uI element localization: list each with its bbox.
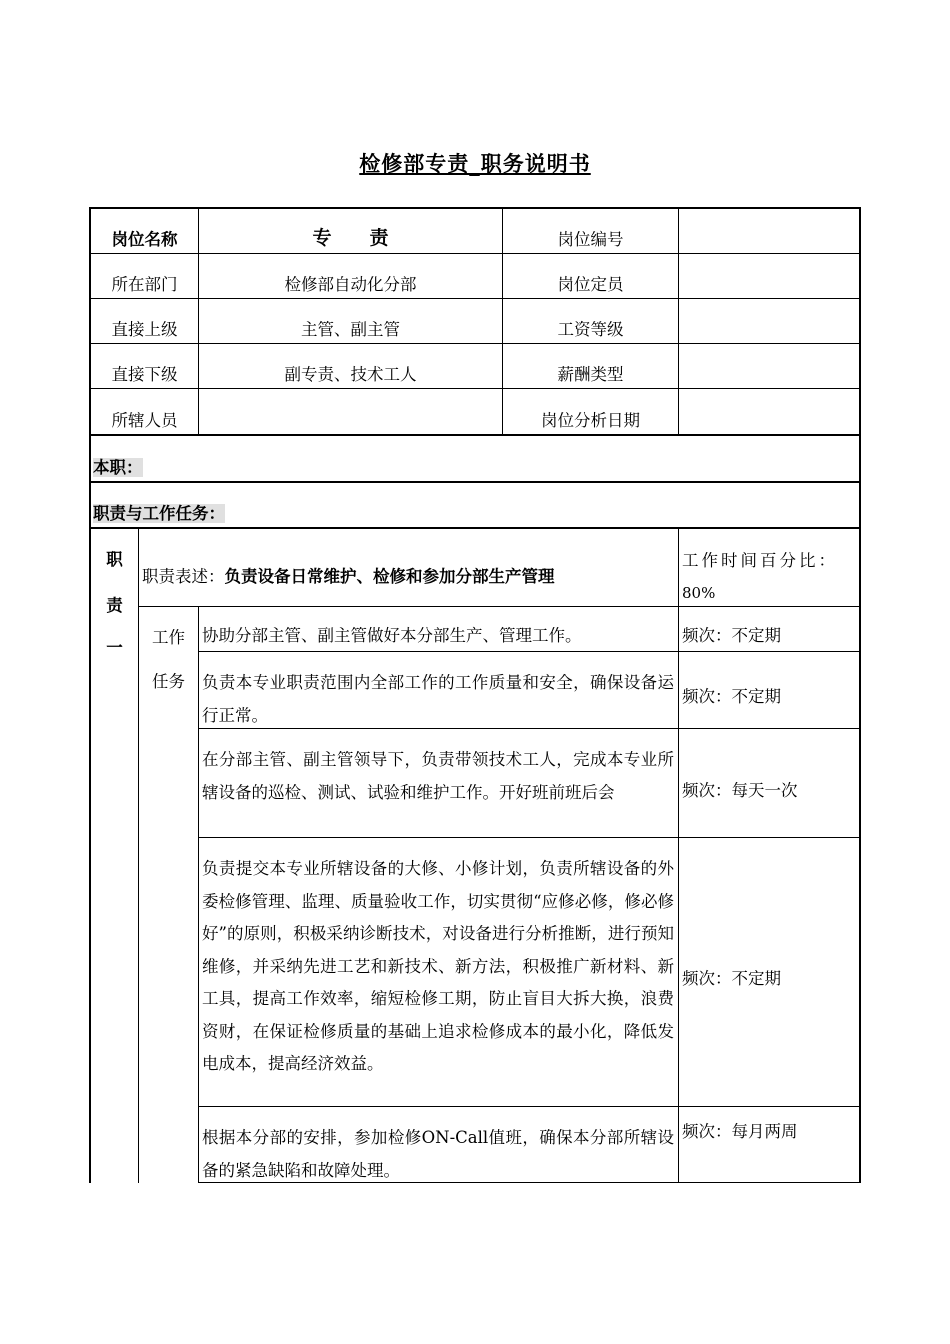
label-position-code: 岗位编号 <box>557 230 624 249</box>
duty-description: 职责表述：负责设备日常维护、检修和参加分部生产管理 <box>142 567 555 586</box>
value-subordinate: 副专责、技术工人 <box>284 365 417 384</box>
value-position-name: 专 责 <box>312 227 389 249</box>
label-position-name: 岗位名称 <box>111 230 178 249</box>
task-text: 在分部主管、副主管领导下，负责带领技术工人，完成本专业所辖设备的巡检、测试、试验和维护工作。开好班前班后会 <box>202 750 674 802</box>
task-frequency: 频次：不定期 <box>682 626 781 645</box>
value-department: 检修部自动化分部 <box>284 275 417 294</box>
label-staff: 所辖人员 <box>111 411 178 430</box>
label-salary-grade: 工资等级 <box>557 320 624 339</box>
section-duties: 职责与工作任务： <box>93 504 225 523</box>
task-frequency: 频次：每天一次 <box>682 781 798 800</box>
label-analysis-date: 岗位分析日期 <box>541 411 640 430</box>
value-superior: 主管、副主管 <box>301 320 400 339</box>
time-percentage-label: 工作时间百分比： <box>682 551 838 570</box>
task-text: 负责本专业职责范围内全部工作的工作质量和安全，确保设备运行正常。 <box>202 673 674 725</box>
label-superior: 直接上级 <box>111 320 178 339</box>
task-label-1: 工作 <box>152 628 185 647</box>
time-percentage-value: 80% <box>682 584 716 602</box>
duty-side-3: 一 <box>106 638 123 657</box>
task-text: 根据本分部的安排，参加检修ON-Call值班，确保本分部所辖设备的紧急缺陷和故障处理。 <box>202 1128 674 1180</box>
task-frequency: 频次：不定期 <box>682 969 781 988</box>
task-frequency: 频次：每月两周 <box>682 1122 798 1141</box>
label-subordinate: 直接下级 <box>111 365 178 384</box>
document-title: 检修部专责_职务说明书 <box>359 152 591 176</box>
task-label-2: 任务 <box>152 672 185 691</box>
task-text: 协助分部主管、副主管做好本分部生产、管理工作。 <box>202 626 582 645</box>
task-text: 负责提交本专业所辖设备的大修、小修计划，负责所辖设备的外委检修管理、监理、质量验收工作，切实贯彻“应修必修，修必修好”的原则，积极采纳诊断技术，对设备进行分析推断，进行预知维修，并采纳先进工艺和新技术、新方法，积极推广新材料、新工具，提高工作效率，缩短检修工期，防止盲目大拆大换，浪费资财，在保证检修质量的基础上追求检修成本的最小化，降低发电成本，提高经济效益。 <box>202 859 674 1073</box>
duty-side-1: 职 <box>106 550 123 569</box>
label-headcount: 岗位定员 <box>557 275 624 294</box>
task-frequency: 频次：不定期 <box>682 687 781 706</box>
label-department: 所在部门 <box>111 275 178 294</box>
section-benzhi: 本职： <box>93 458 143 477</box>
duty-side-2: 责 <box>106 596 123 615</box>
label-pay-type: 薪酬类型 <box>557 365 624 384</box>
